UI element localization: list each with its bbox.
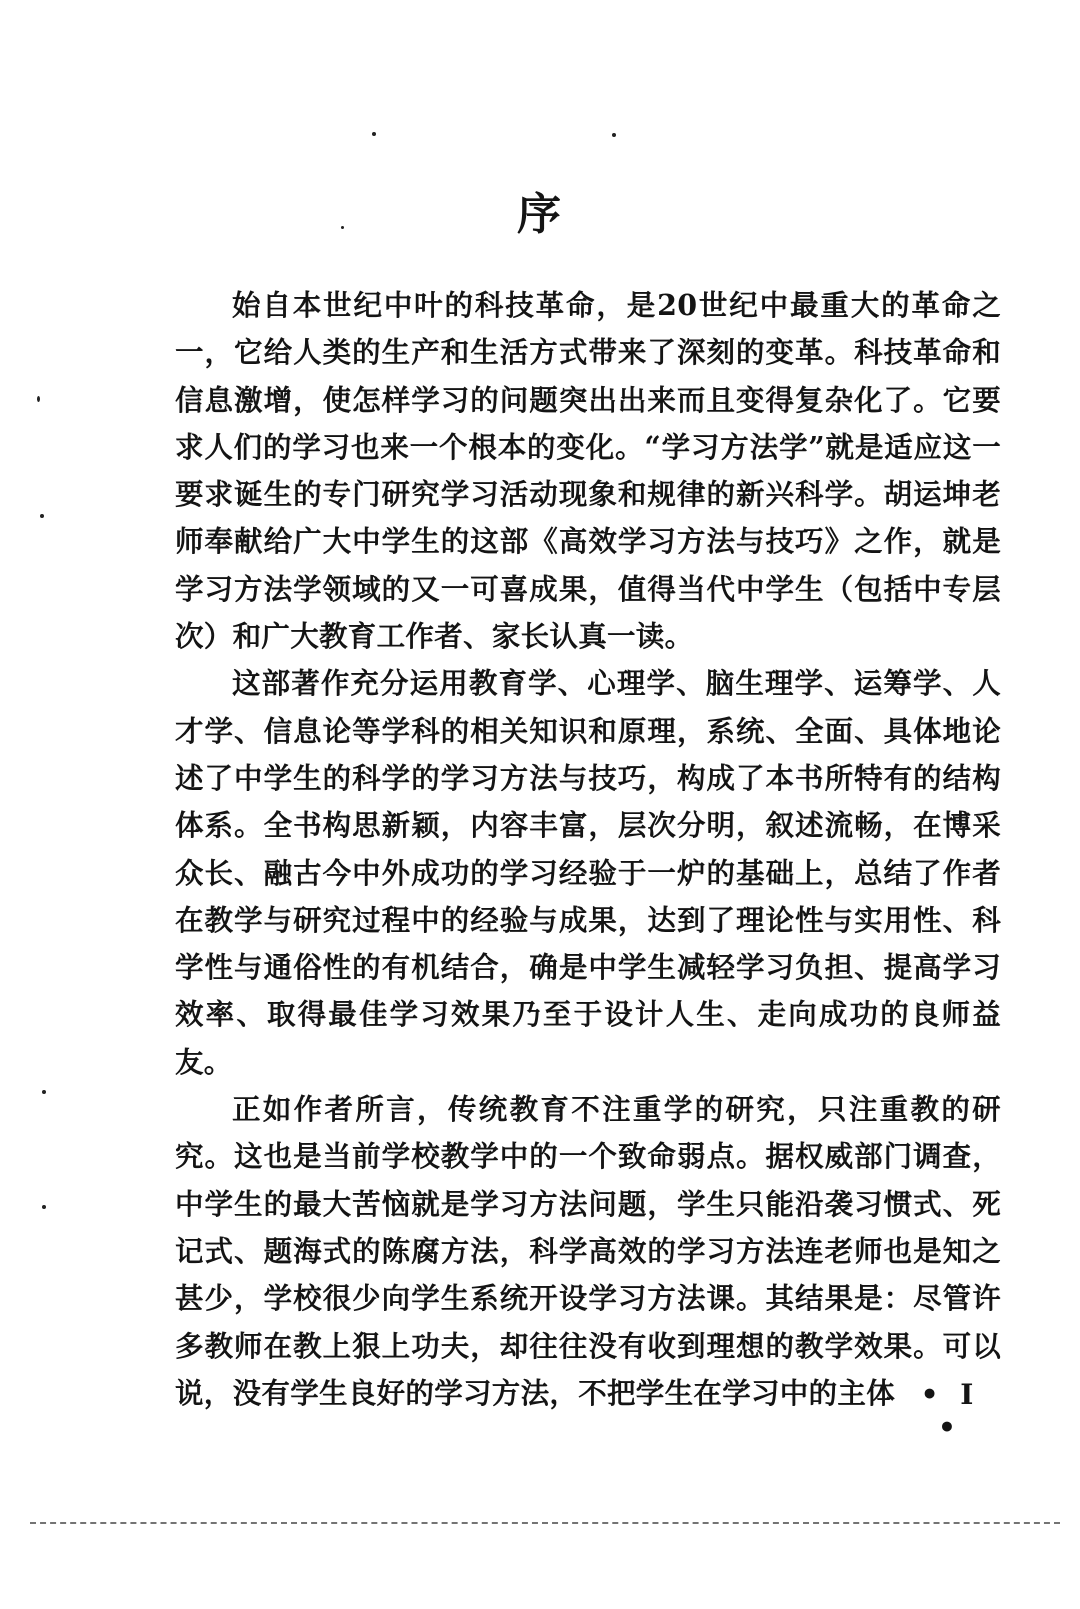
preface-body [175,282,1001,1417]
scan-speck [42,1205,46,1209]
page-number: • I • [920,1378,980,1444]
paragraph: 这部著作充分运用教育学、心理学、脑生理学、运筹学、人才学、信息论等学科的相关知识和原理，系统、全面、具体地论述了中学生的科学的学习方法与技巧，构成了本书所特有的结构体系。全书构思新颖，内容丰富，层次分明，叙述流畅，在博采众长、融古今中外成功的学习经验于一炉的基础上，总结了作者在教学与研究过程中的经验与成果，达到了理论性与实用性、科学性与通俗性的有机结合，确是中学生减轻学习负担、提高学习效率、取得最佳学习效果乃至于设计人生、走向成功的良师益友。 [175,666,1001,1079]
page-bottom-rule [30,1522,1060,1524]
scan-speck [40,514,44,518]
scan-speck [372,132,376,136]
scan-speck [37,396,40,402]
paragraph: 正如作者所言，传统教育不注重学的研究，只注重教的研究。这也是当前学校教学中的一个致命弱点。据权威部门调查，中学生的最大苦恼就是学习方法问题，学生只能沿袭习惯式、死记式、题海式的陈腐方法，科学高效的学习方法连老师也是知之甚少，学校很少向学生系统开设学习方法课。其结果是：尽管许多教师在教上狠上功夫，却往往没有收到理想的教学效果。可以说，没有学生良好的学习方法，不把学生在学习中的主体 [175,1092,1001,1410]
paragraph: 始自本世纪中叶的科技革命，是20世纪中最重大的革命之一，它给人类的生产和生活方式带来了深刻的变革。科技革命和信息激增，使怎样学习的问题突出出来而且变得复杂化了。它要求人们的学习也来一个根本的变化。“学习方法学”就是适应这一要求诞生的专门研究学习活动现象和规律的新兴科学。胡运坤老师奉献给广大中学生的这部《高效学习方法与技巧》之作，就是学习方法学领域的又一可喜成果，值得当代中学生（包括中专层次）和广大教育工作者、家长认真一读。 [175,288,1001,654]
page-title: 序 [517,189,563,240]
scan-speck [42,1090,46,1094]
scan-speck [612,133,616,137]
